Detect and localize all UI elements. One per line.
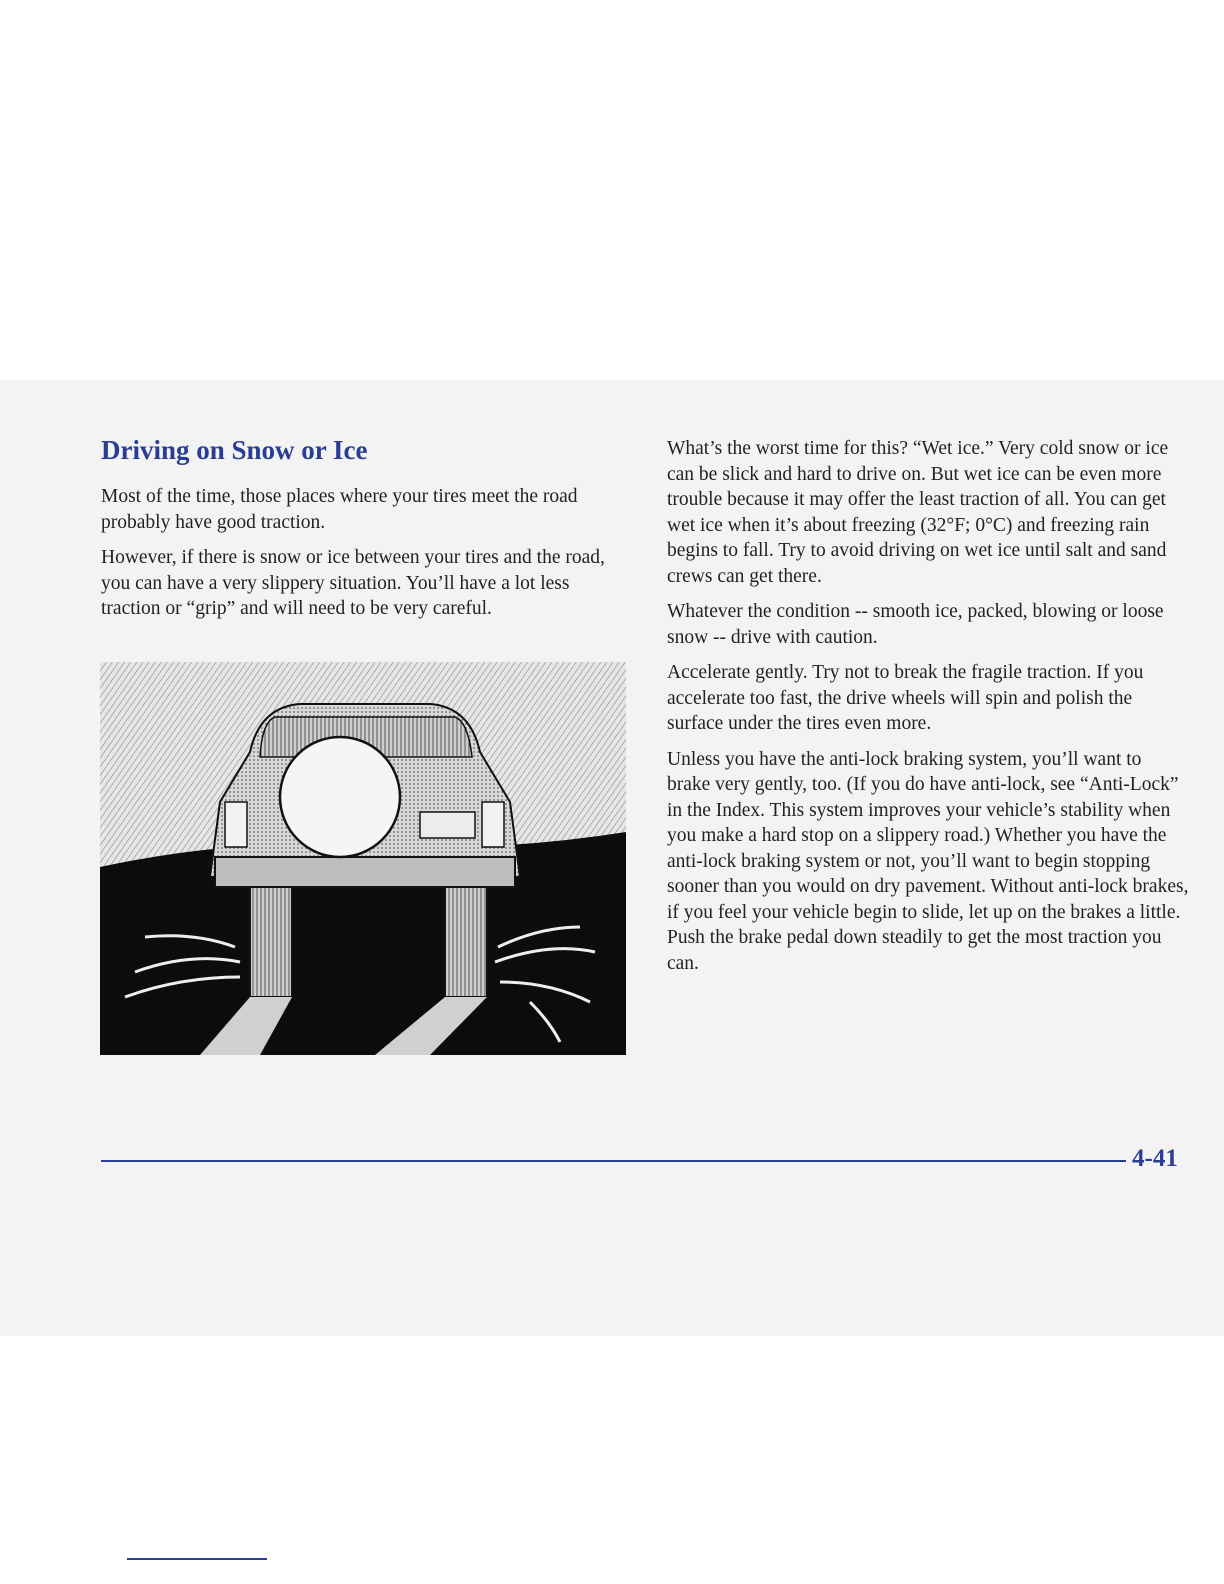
vehicle-on-snow-illustration [100, 662, 626, 1055]
right-paragraph: Unless you have the anti-lock braking system, you’ll want to brake very gently, too. (If you do have anti-lock, see “Anti-Lock” in the Index. This system improves your vehicle’s stability when you make a hard stop on a slippery road.) Whether you have the anti-lock braking system or not, you’ll want to begin stopping sooner than you would on dry pavement. Without anti-lock brakes, if you feel your vehicle begin to slide, let up on the brakes a little. Push the brake pedal down steadily to get the most traction you can. [667, 748, 1189, 974]
left-column [101, 432, 621, 632]
right-tail-light [482, 802, 504, 847]
right-paragraph: What’s the worst time for this? “Wet ice.” Very cold snow or ice can be slick and hard to drive on. But wet ice can be even more trouble because it may offer the least traction of all. You can get wet ice when it’s about freezing (32°F; 0°C) and freezing rain begins to fall. Try to avoid driving on wet ice until salt and sand crews can get there. [667, 438, 1169, 587]
footer-rule [101, 1160, 1126, 1162]
license-plate [420, 812, 475, 838]
right-paragraph: Accelerate gently. Try not to break the fragile traction. If you accelerate too fast, the drive wheels will spin and polish the surface under the tires even more. [667, 662, 1144, 734]
right-column [667, 436, 1189, 986]
rear-bumper [215, 857, 515, 887]
right-paragraph: Whatever the condition -- smooth ice, packed, blowing or loose snow -- drive with caution. [667, 601, 1164, 648]
bottom-rule [127, 1558, 267, 1560]
spare-tire [280, 737, 400, 857]
right-rear-wheel [445, 887, 487, 997]
left-rear-wheel [250, 887, 292, 997]
vehicle-illustration-svg [100, 662, 626, 1055]
left-paragraph: Most of the time, those places where your tires meet the road probably have good traction. [101, 486, 578, 533]
left-paragraph: However, if there is snow or ice between your tires and the road, you can have a very slippery situation. You’ll have a lot less traction or “grip” and will need to be very careful. [101, 547, 605, 619]
section-heading: Driving on Snow or Ice [101, 435, 368, 465]
left-tail-light [225, 802, 247, 847]
page-number: 4-41 [1132, 1145, 1178, 1172]
